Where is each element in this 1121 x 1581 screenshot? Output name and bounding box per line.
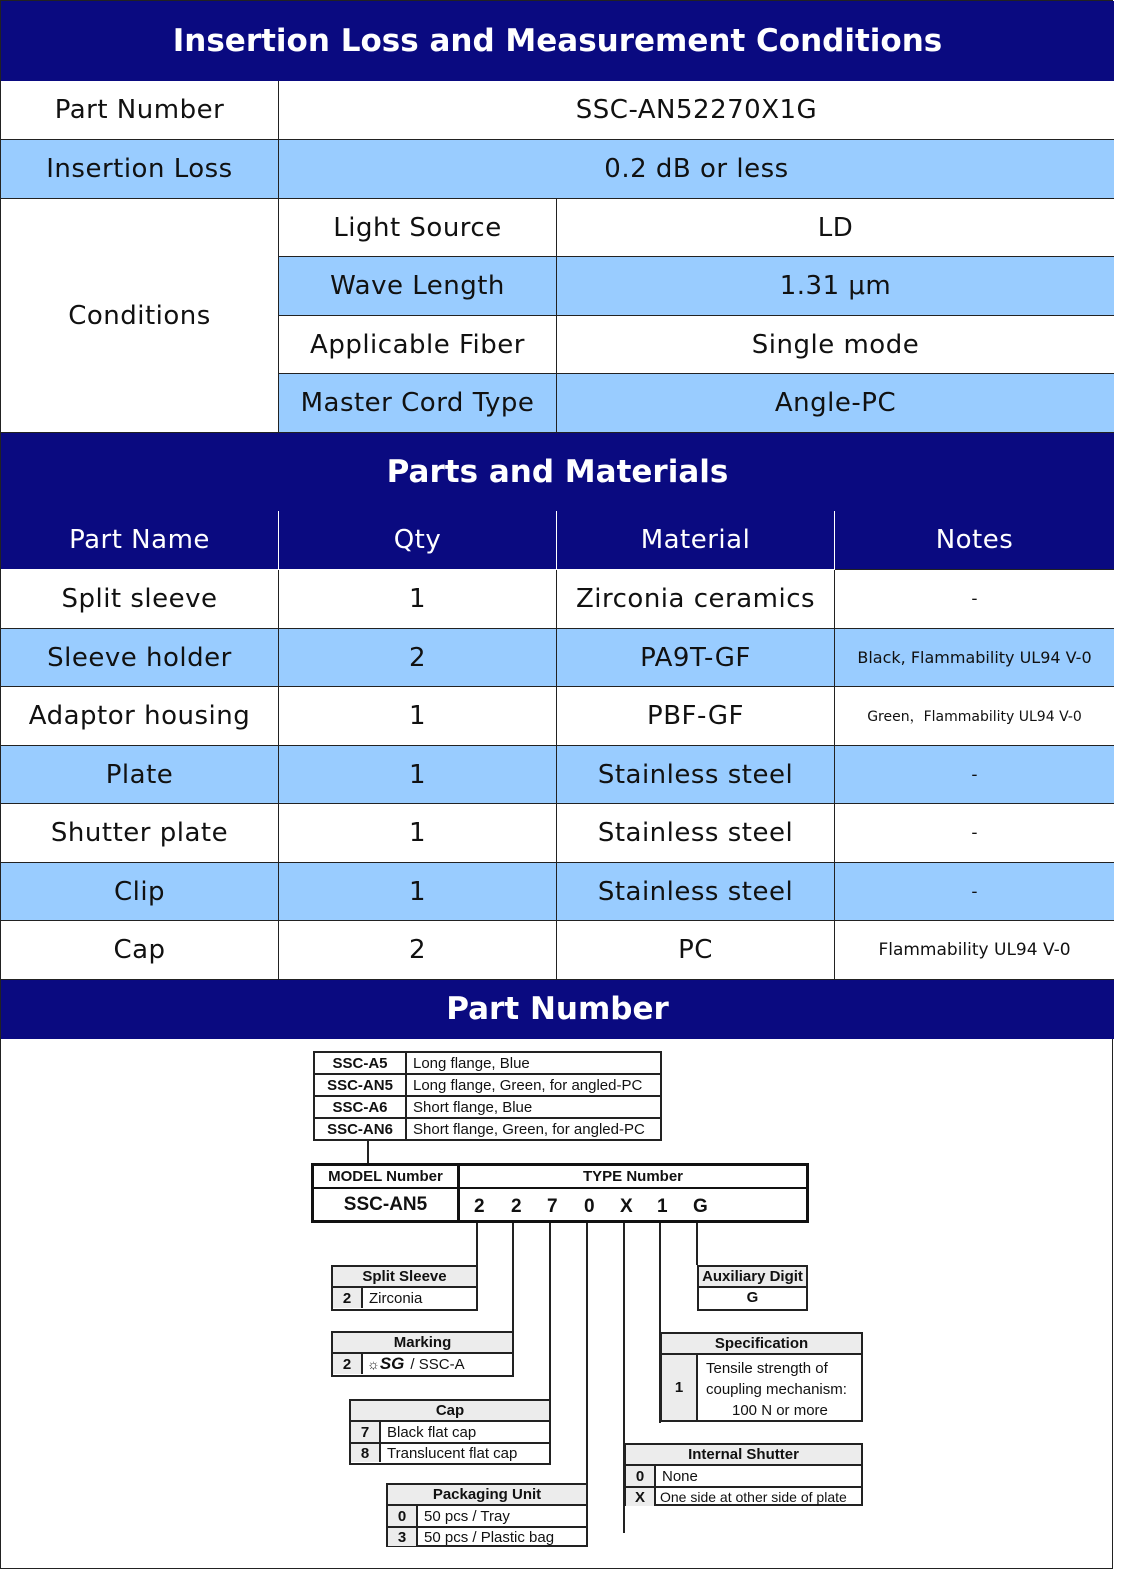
auxiliary-title: Auxiliary Digit: [699, 1267, 806, 1288]
model-option: [313, 1073, 662, 1097]
internal-shutter-title: Internal Shutter: [626, 1445, 861, 1466]
part-material: Stainless steel: [557, 746, 835, 804]
internal-shutter-box: [624, 1443, 863, 1506]
option-desc: Zirconia: [369, 1289, 423, 1307]
part-notes: -: [835, 746, 1114, 804]
part-material: PBF-GF: [557, 687, 835, 746]
option-code: 2: [333, 1288, 363, 1308]
option-code: 8: [351, 1444, 381, 1462]
model-value: SSC-AN5: [314, 1189, 460, 1220]
part-notes: Black, Flammability UL94 V-0: [835, 629, 1114, 687]
part-material: Stainless steel: [557, 804, 835, 863]
type-digit: 0: [584, 1196, 595, 1217]
part-material: Zirconia ceramics: [557, 570, 835, 629]
option-desc: None: [662, 1467, 698, 1485]
option-desc: 50 pcs / Tray: [424, 1507, 510, 1525]
connector-line: [476, 1223, 478, 1311]
marking-title: Marking: [333, 1333, 512, 1354]
type-digit: X: [620, 1196, 633, 1217]
condition-label: Wave Length: [279, 257, 557, 316]
condition-label: Applicable Fiber: [279, 316, 557, 374]
option-code: 2: [333, 1354, 363, 1374]
connector-line: [659, 1223, 661, 1423]
cap-title: Cap: [351, 1401, 549, 1422]
spec-line: coupling mechanism:: [706, 1381, 847, 1398]
type-digit: 2: [474, 1196, 485, 1217]
option-code: 0: [388, 1506, 418, 1526]
spec-line: Tensile strength of: [706, 1360, 828, 1377]
option-desc: / SSC-A: [410, 1355, 465, 1373]
model-type-box: [311, 1163, 809, 1223]
type-digit: 1: [657, 1196, 668, 1217]
specification-title: Specification: [662, 1334, 861, 1355]
model-code: SSC-AN5: [315, 1075, 407, 1095]
model-desc: Short flange, Green, for angled-PC: [413, 1120, 645, 1138]
insertion-loss-label: Insertion Loss: [1, 140, 279, 199]
column-header: Part Name: [1, 511, 279, 570]
part-notes: -: [835, 804, 1114, 863]
conditions-label: Conditions: [1, 199, 279, 433]
model-code: SSC-A5: [315, 1053, 407, 1073]
option-code: 7: [351, 1422, 381, 1442]
specification-box: [660, 1332, 863, 1422]
part-notes: -: [835, 570, 1114, 629]
marking-box: [331, 1331, 514, 1377]
part-name: Cap: [1, 921, 279, 980]
type-digit: 7: [547, 1196, 558, 1217]
part-qty: 1: [279, 746, 557, 804]
section-title-parts: Parts and Materials: [1, 433, 1114, 511]
condition-value: Angle-PC: [557, 374, 1114, 433]
condition-label: Light Source: [279, 199, 557, 257]
option-desc: Black flat cap: [387, 1423, 477, 1441]
option-desc: One side at other side of plate: [660, 1489, 847, 1505]
packaging-title: Packaging Unit: [388, 1485, 586, 1506]
part-notes: Green，Flammability UL94 V-0: [835, 687, 1114, 746]
option-desc: 50 pcs / Plastic bag: [424, 1528, 555, 1546]
type-number-header: TYPE Number: [460, 1166, 806, 1189]
connector-line: [623, 1223, 625, 1533]
part-notes: Flammability UL94 V-0: [835, 921, 1114, 980]
option-code: 3: [388, 1528, 418, 1546]
sg-logo-icon: ☼SG: [367, 1354, 405, 1373]
section-title-insertion-loss: Insertion Loss and Measurement Conditions: [1, 1, 1114, 81]
model-desc: Long flange, Blue: [413, 1054, 530, 1072]
model-code: SSC-AN6: [315, 1119, 407, 1139]
split-sleeve-title: Split Sleeve: [333, 1267, 476, 1288]
model-option: [313, 1117, 662, 1141]
part-qty: 2: [279, 921, 557, 980]
part-name: Shutter plate: [1, 804, 279, 863]
part-qty: 1: [279, 804, 557, 863]
part-name: Sleeve holder: [1, 629, 279, 687]
part-qty: 1: [279, 687, 557, 746]
condition-value: 1.31 μm: [557, 257, 1114, 316]
packaging-box: [386, 1483, 588, 1547]
option-code: X: [626, 1488, 656, 1506]
part-qty: 1: [279, 570, 557, 629]
condition-value: Single mode: [557, 316, 1114, 374]
type-digit: 2: [511, 1196, 522, 1217]
cap-box: [349, 1399, 551, 1465]
insertion-loss-value: 0.2 dB or less: [279, 140, 1114, 199]
part-material: PA9T-GF: [557, 629, 835, 687]
condition-value: LD: [557, 199, 1114, 257]
model-desc: Short flange, Blue: [413, 1098, 533, 1116]
part-number-label: Part Number: [1, 81, 279, 140]
connector-line: [696, 1223, 698, 1265]
part-name: Adaptor housing: [1, 687, 279, 746]
column-header: Notes: [835, 511, 1114, 570]
connector-line: [586, 1223, 588, 1485]
model-desc: Long flange, Green, for angled-PC: [413, 1076, 643, 1094]
auxiliary-value: G: [746, 1289, 759, 1306]
auxiliary-digit-box: [697, 1265, 808, 1311]
spec-line: 100 N or more: [732, 1402, 828, 1419]
part-notes: -: [835, 863, 1114, 921]
column-header: Material: [557, 511, 835, 570]
part-material: PC: [557, 921, 835, 980]
part-number-value: SSC-AN52270X1G: [279, 81, 1114, 140]
model-option: [313, 1051, 662, 1075]
part-name: Clip: [1, 863, 279, 921]
type-digit: G: [693, 1196, 708, 1217]
connector-line: [367, 1141, 369, 1165]
type-digits: [460, 1189, 806, 1220]
condition-label: Master Cord Type: [279, 374, 557, 433]
part-qty: 2: [279, 629, 557, 687]
connector-line: [512, 1223, 514, 1331]
connector-line: [549, 1223, 551, 1399]
model-option: [313, 1095, 662, 1119]
section-title-part-number: Part Number: [1, 980, 1114, 1039]
part-name: Split sleeve: [1, 570, 279, 629]
part-material: Stainless steel: [557, 863, 835, 921]
part-name: Plate: [1, 746, 279, 804]
model-number-header: MODEL Number: [314, 1166, 460, 1189]
option-desc: Translucent flat cap: [387, 1444, 518, 1462]
option-code: 0: [626, 1466, 656, 1486]
split-sleeve-box: [331, 1265, 478, 1311]
model-code: SSC-A6: [315, 1097, 407, 1117]
column-header: Qty: [279, 511, 557, 570]
part-qty: 1: [279, 863, 557, 921]
option-code: 1: [662, 1355, 698, 1420]
